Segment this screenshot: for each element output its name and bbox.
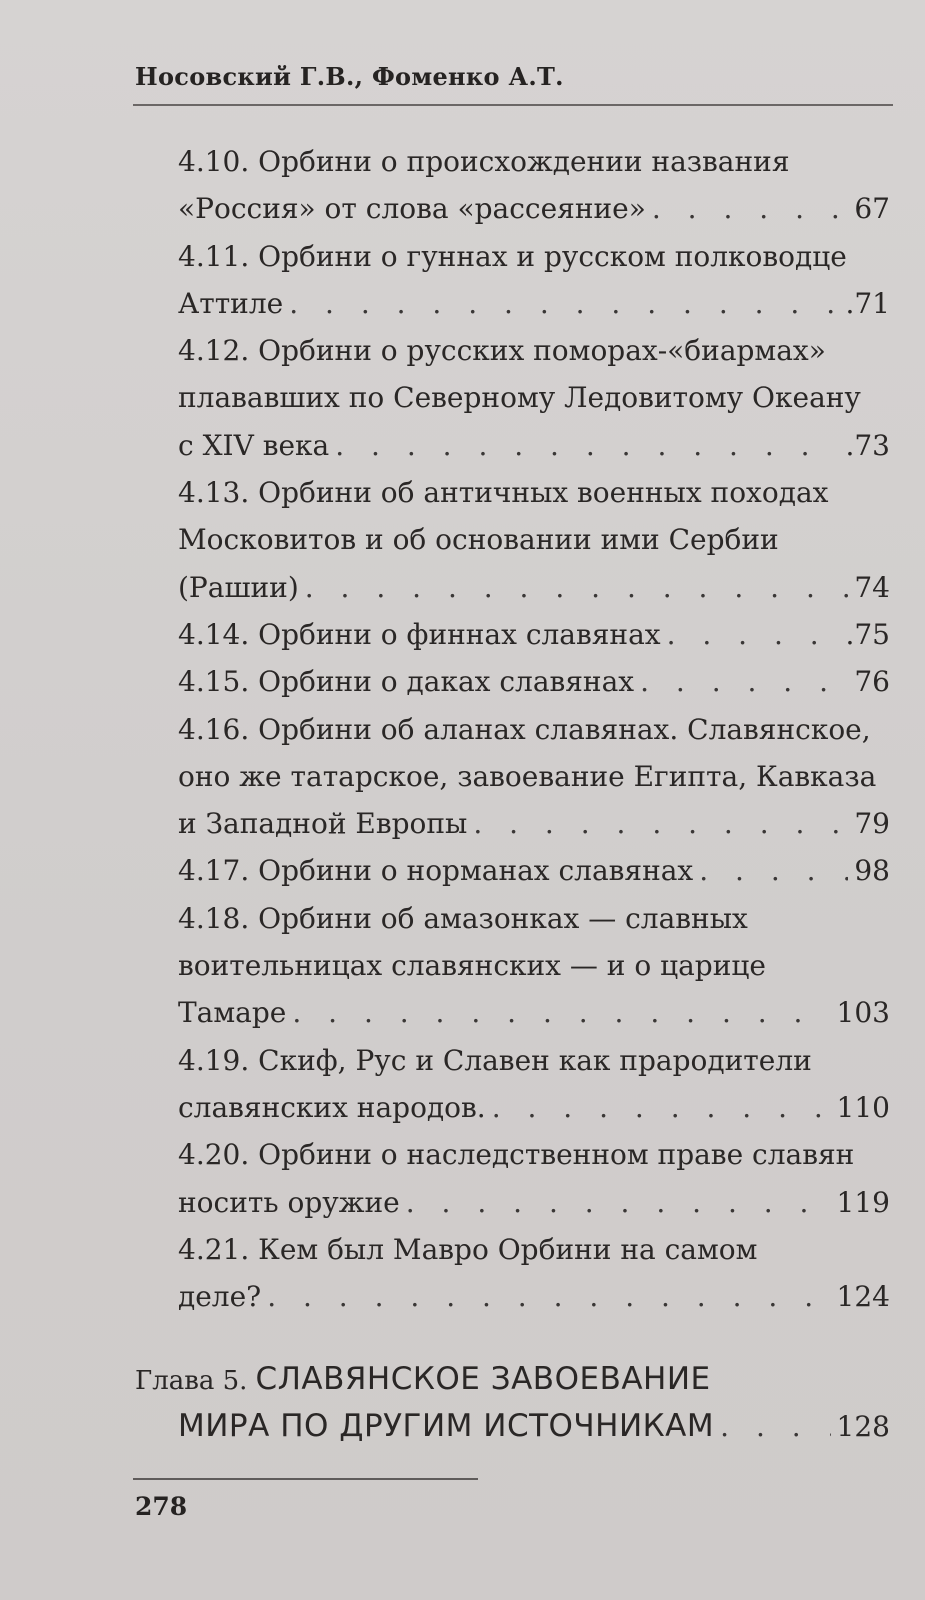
toc-entry-last-line <box>178 1179 890 1226</box>
toc-entry-text: с XIV века <box>178 428 330 462</box>
toc-entry-line: воительницах славянских — и о царице <box>178 949 766 983</box>
toc-page-number: 67 <box>854 192 890 226</box>
table-of-contents <box>178 138 890 1320</box>
toc-page-number: .73 <box>845 428 890 462</box>
toc-entry-last-line <box>178 422 890 469</box>
toc-page-number: .75 <box>845 617 890 651</box>
toc-entry <box>178 1131 890 1226</box>
toc-entry-last-line <box>178 1084 890 1131</box>
toc-entry-text: 4.15. Орбини о даках славянах <box>178 665 635 699</box>
toc-entry-text: носить оружие <box>178 1185 400 1219</box>
dot-leader <box>406 1179 831 1226</box>
toc-entry <box>178 469 890 611</box>
running-header: Носовский Г.В., Фоменко А.Т. <box>135 62 564 91</box>
toc-page-number: 119 <box>836 1185 890 1219</box>
toc-entry-text: 4.14. Орбини о финнах славянах <box>178 617 661 651</box>
dot-leader <box>473 800 848 847</box>
chapter-entry <box>135 1356 890 1450</box>
toc-entry-line: 4.18. Орбини об амазонках — славных <box>178 901 748 935</box>
header-divider <box>133 104 893 106</box>
toc-entry <box>178 658 890 705</box>
toc-entry-line: 4.20. Орбини о наследственном праве славян <box>178 1138 855 1172</box>
toc-page-number: 103 <box>836 996 890 1030</box>
toc-entry-last-line <box>178 800 890 847</box>
toc-entry-line: 4.21. Кем был Мавро Орбини на самом <box>178 1232 758 1266</box>
toc-entry <box>178 1226 890 1321</box>
toc-entry-text: деле? <box>178 1280 262 1314</box>
chapter-page-number: 128 <box>836 1410 890 1443</box>
toc-entry-last-line <box>178 611 890 658</box>
toc-entry-last-line <box>178 989 890 1036</box>
dot-leader <box>305 564 849 611</box>
toc-entry <box>178 895 890 1037</box>
toc-entry-line: 4.10. Орбини о происхождении названия <box>178 145 790 178</box>
toc-page-number: 74 <box>854 570 890 604</box>
dot-leader <box>292 989 830 1036</box>
toc-entry-last-line <box>178 280 890 327</box>
toc-entry <box>178 847 890 894</box>
toc-entry-text: славянских народов. <box>178 1090 486 1124</box>
dot-leader <box>667 611 840 658</box>
chapter-title-part-1: СЛАВЯНСКОЕ ЗАВОЕВАНИЕ <box>255 1361 711 1397</box>
toc-entry-text: 4.17. Орбини о норманах славянах <box>178 854 694 888</box>
dot-leader <box>335 422 839 469</box>
toc-page-number: 124 <box>836 1280 890 1314</box>
toc-entry-line: плававших по Северному Ледовитому Океану <box>178 381 861 415</box>
toc-entry-line: Московитов и об основании ими Сербии <box>178 523 779 557</box>
toc-entry-line: 4.11. Орбини о гуннах и русском полководце <box>178 239 847 273</box>
toc-entry-line: 4.13. Орбини об античных военных походах <box>178 476 829 510</box>
dot-leader <box>640 658 848 705</box>
toc-page-number: .71 <box>845 286 890 320</box>
chapter-title-line-2 <box>135 1403 890 1450</box>
page-number: 278 <box>135 1492 188 1521</box>
toc-entry-last-line <box>178 185 890 232</box>
toc-entry <box>178 706 890 848</box>
chapter-prefix: Глава 5. <box>135 1366 248 1396</box>
toc-entry-text: и Западной Европы <box>178 807 468 841</box>
chapter-title-line-1 <box>135 1356 890 1403</box>
chapter-title-part-2: МИРА ПО ДРУГИМ ИСТОЧНИКАМ <box>178 1408 715 1444</box>
dot-leader <box>699 847 848 894</box>
dot-leader <box>289 280 839 327</box>
toc-entry-last-line <box>178 847 890 894</box>
toc-entry-text: (Рашии) <box>178 570 299 604</box>
toc-entry <box>178 138 890 233</box>
dot-leader <box>652 185 849 232</box>
toc-page-number: 76 <box>854 665 890 699</box>
toc-entry <box>178 327 890 469</box>
toc-page-number: 79 <box>854 807 890 841</box>
footer-divider <box>133 1478 478 1480</box>
toc-entry-line: 4.12. Орбини о русских поморах-«биармах» <box>178 334 826 368</box>
toc-entry <box>178 1037 890 1132</box>
toc-entry-last-line <box>178 564 890 611</box>
toc-entry-line: 4.19. Скиф, Рус и Славен как прародители <box>178 1043 812 1077</box>
toc-entry-last-line <box>178 1273 890 1320</box>
toc-entry-text: Аттиле <box>178 286 284 320</box>
toc-entry-text: «Россия» от слова «рассеяние» <box>178 192 646 226</box>
toc-entry-line: оно же татарское, завоевание Египта, Кавказа <box>178 759 877 793</box>
toc-entry-line: 4.16. Орбини об аланах славянах. Славянское, <box>178 712 871 746</box>
toc-page-number: 98 <box>854 854 890 888</box>
toc-page-number: 110 <box>836 1090 890 1124</box>
toc-entry <box>178 233 890 328</box>
dot-leader <box>492 1084 831 1131</box>
toc-entry-last-line <box>178 658 890 705</box>
dot-leader <box>720 1403 830 1450</box>
toc-entry <box>178 611 890 658</box>
toc-entry-text: Тамаре <box>178 996 287 1030</box>
dot-leader <box>267 1273 830 1320</box>
